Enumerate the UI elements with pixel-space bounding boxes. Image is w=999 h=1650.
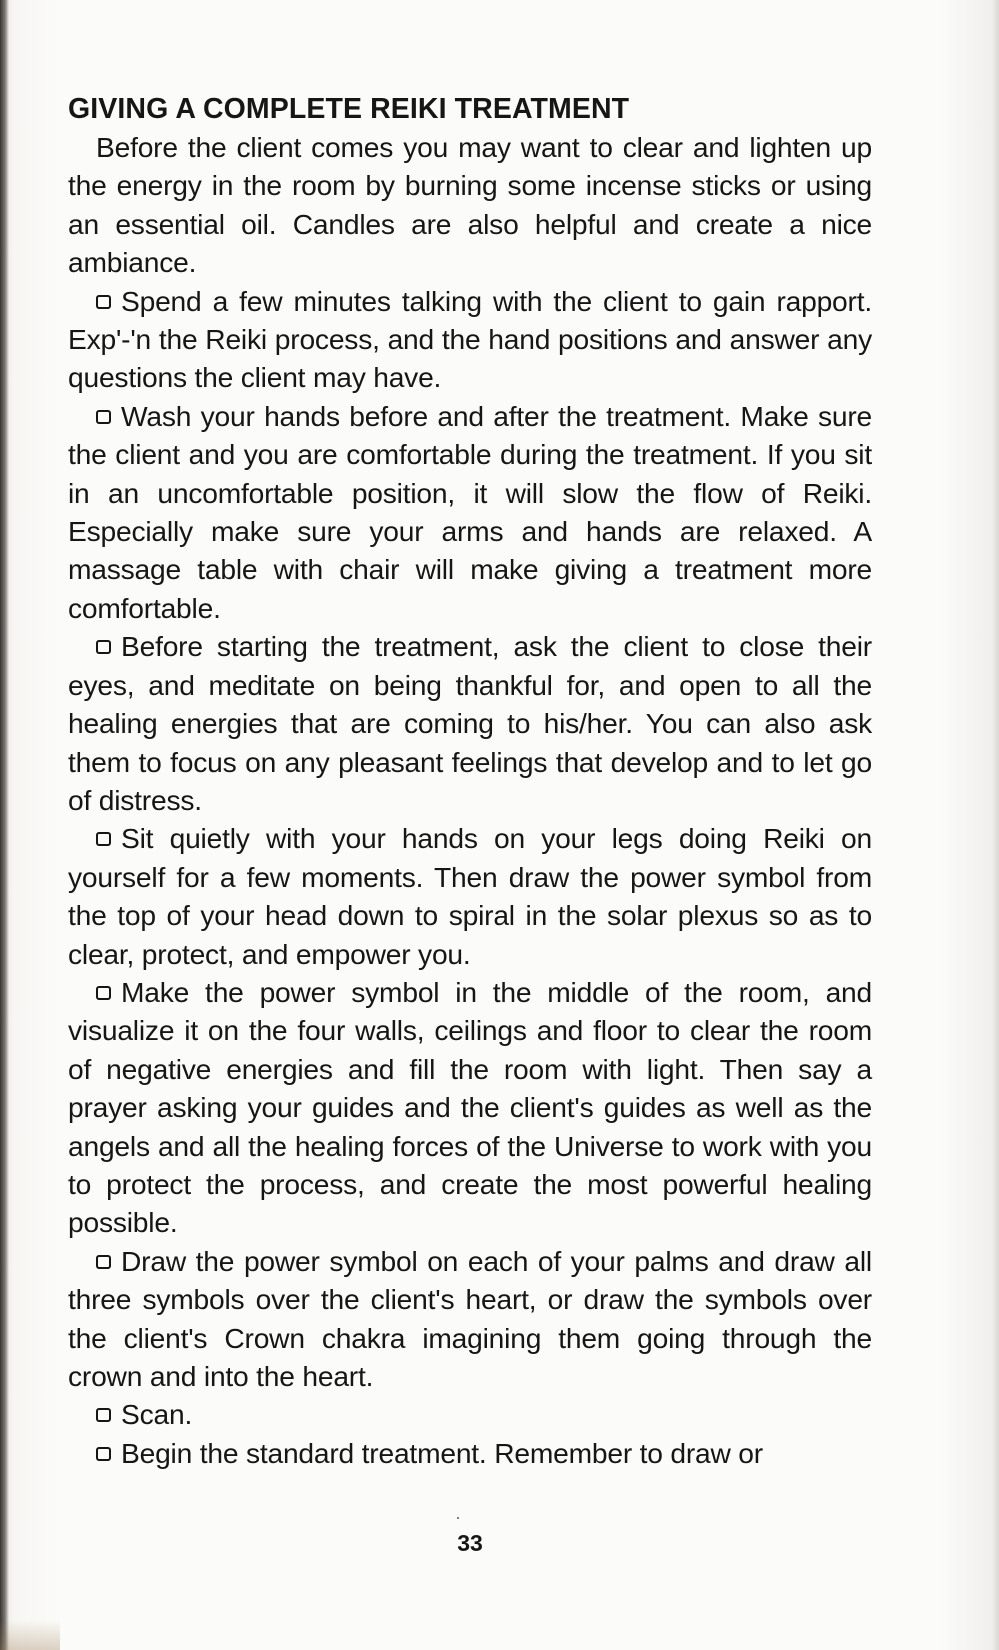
step-item — [68, 1395, 872, 1433]
step-text: Make the power symbol in the middle of the room, and visualize it on the four walls, ceilings and floor to clear the room of negative energies and fill the room with light. Then say a prayer asking your guides and the client's guides as well as the angels and all the healing forces of the Universe to work with you to protect the process, and create the most powerful healing possible. — [68, 975, 872, 1239]
step-text: Wash your hands before and after the treatment. Make sure the client and you are comfortable during the treatment. If you sit in an uncomfortable position, it will slow the flow of Reiki. Especially make sure your arms and hands are relaxed. A massage table with chair will make giving a treatment more comfortable. — [68, 399, 872, 624]
book-spine-shadow — [0, 0, 9, 1650]
checkbox-icon — [96, 410, 111, 424]
step-text: Spend a few minutes talking with the client to gain rapport. Exp'-'n the Reiki process, and the hand positions and answer any questions the client may have. — [68, 284, 872, 394]
step-item — [68, 397, 872, 627]
section-heading: GIVING A COMPLETE REIKI TREATMENT — [68, 93, 630, 125]
step-text: Begin the standard treatment. Remember to draw or — [121, 1436, 763, 1469]
checkbox-icon — [96, 295, 111, 309]
checkbox-icon — [96, 986, 111, 1000]
step-text: Before starting the treatment, ask the client to close their eyes, and meditate on being thankful for, and open to all the healing energies that are coming to his/her. You can also ask them to focus on any pleasant feelings that develop and to let go of distress. — [68, 630, 872, 816]
step-item — [68, 1434, 872, 1472]
checkbox-icon — [96, 832, 111, 846]
step-text: Scan. — [121, 1398, 193, 1431]
checkbox-icon — [96, 640, 111, 654]
intro-paragraph: Before the client comes you may want to clear and lighten up the energy in the room by burning some incense sticks or using an essential oil. Candles are also helpful and create a nice ambiance. — [68, 131, 872, 279]
checkbox-icon — [96, 1447, 111, 1461]
step-text: Sit quietly with your hands on your legs doing Reiki on yourself for a few moments. Then draw the power symbol from the top of your head down to spiral in the solar plexus so as to clear, protect, and empower you. — [68, 822, 872, 970]
page-content — [68, 92, 872, 1472]
step-item — [68, 973, 872, 1242]
speck-mark — [457, 1517, 459, 1519]
checkbox-icon — [96, 1408, 111, 1422]
checkbox-icon — [96, 1255, 111, 1269]
step-item — [68, 627, 872, 819]
step-item — [68, 282, 872, 397]
step-item — [68, 1242, 872, 1396]
page-corner-shadow — [0, 1620, 60, 1650]
page-number: 33 — [457, 1530, 483, 1556]
step-item — [68, 819, 872, 973]
step-text: Draw the power symbol on each of your palms and draw all three symbols over the client's heart, or draw the symbols over the client's Crown chakra imagining them going through the crown and into the heart. — [68, 1244, 872, 1392]
